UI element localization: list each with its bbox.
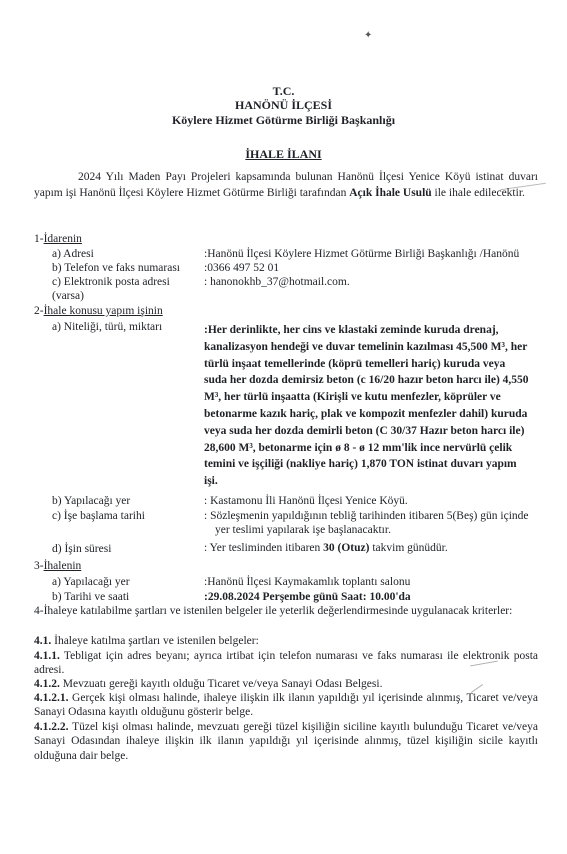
s2-place-label: b) Yapılacağı yer <box>52 495 131 507</box>
s1-email-label: c) Elektronik posta adresi <box>52 276 170 288</box>
s3-date-value: :29.08.2024 Perşembe günü Saat: 10.00'da <box>204 591 411 603</box>
intro-text: 2024 Yılı Maden Payı Projeleri kapsamında bulunan Hanönü İlçesi Yenice Köyü istinat duvarı yapım işi Hanönü İlçesi Köylere Hizmet Götürme Birliği tarafından <box>34 171 538 199</box>
s2-start-label: c) İşe başlama tarihi <box>52 510 145 522</box>
scan-mark: ✦ <box>364 30 373 41</box>
intro-text-end: ile ihale edilecektir. <box>431 186 525 199</box>
s4-p4122: 4.1.2.2. Tüzel kişi olması halinde, mevzuatı gereği tüzel kişiliğin siciline kayıtlı bulunduğu Ticaret ve/veya Sanayi Odasından ihaleye ilişkin ilk ilanın yapıldığı yıl içerisinde alınmış, tüzel kişiliğin sicile kayıtlı olduğuna dair belge. <box>34 721 538 762</box>
s2-nature-value: :Her derinlikte, her cins ve klastaki zeminde kuruda drenaj, kanalizasyon hendeği ve duvar temelinin kazılması 45,500 M³, her türlü inşaat temellerinde (köprü temelleri hariç) kuruda veya suda her dozda demirsiz beton (c 16/20 hazır beton harcı ile) 4,550 M³, her türlü inşaatta (Kirişli ve kutu menfezler, köprüler ve betonarme kazık hariç, plak ve kompozit menfezler dahil) kuruda veya suda her dozda demirli beton (C 30/37 Hazır beton harcı ile) 28,600 M³, betonarme için ø 8 - ø 12 mm'lik ince nervürlü çelik temini ve işçiliği (nakliye hariç) 1,870 TON istinat duvarı yapım işi. <box>204 324 529 488</box>
s2-start-value-cont: yer teslimi yapılarak işe başlanacaktır. <box>215 524 391 536</box>
s2-nature-label: a) Niteliği, türü, miktarı <box>52 321 163 333</box>
s1-email-value: : hanonokhb_37@hotmail.com. <box>204 276 350 288</box>
s1-phone-value: :0366 497 52 01 <box>204 262 280 274</box>
header-district: HANÖNÜ İLÇESİ <box>234 98 333 112</box>
header-tc: T.C. <box>272 84 295 98</box>
s1-address-label: a) Adresi <box>52 248 94 260</box>
s4-intro: 4-İhaleye katılabilme şartları ve istenilen belgeler ile yeterlik değerlendirmesinde uygulanacak kriterler: <box>34 605 513 617</box>
header-union: Köylere Hizmet Götürme Birliği Başkanlığı <box>171 113 396 127</box>
intro-paragraph <box>34 170 538 201</box>
section-3-heading: 3-İhalenin <box>34 560 82 572</box>
page-title: İHALE İLANI <box>245 147 322 161</box>
s3-place-label: a) Yapılacağı yer <box>52 576 130 588</box>
intro-method: Açık İhale Usulü <box>349 186 432 199</box>
s2-duration-value: : Yer tesliminden itibaren 30 (Otuz) takvim günüdür. <box>204 542 448 554</box>
s4-p4121: 4.1.2.1. Gerçek kişi olması halinde, ihaleye ilişkin ilk ilanın yapıldığı yıl içerisinde alınmış, Ticaret ve/veya Sanayi Odasına kayıtlı olduğunu gösterir belge. <box>34 692 538 719</box>
s4-p412: 4.1.2. Mevzuatı gereği kayıtlı olduğu Ticaret ve/veya Sanayi Odası Belgesi. <box>34 678 383 690</box>
s4-p41: 4.1. İhaleye katılma şartları ve istenilen belgeler: <box>34 635 259 647</box>
s1-phone-label: b) Telefon ve faks numarası <box>52 262 180 274</box>
s2-duration-label: d) İşin süresi <box>52 543 112 555</box>
s1-address-value: :Hanönü İlçesi Köylere Hizmet Götürme Birliği Başkanlığı /Hanönü <box>204 248 520 260</box>
section-2-heading: 2-İhale konusu yapım işinin <box>34 305 163 317</box>
s3-place-value: :Hanönü İlçesi Kaymakamlık toplantı salonu <box>204 576 411 588</box>
s3-date-label: b) Tarihi ve saati <box>52 591 130 603</box>
s1-email-note: (varsa) <box>52 290 84 302</box>
s2-place-value: : Kastamonu İli Hanönü İlçesi Yenice Köyü. <box>204 495 408 507</box>
section-1-heading: 1-İdarenin <box>34 233 82 245</box>
s2-start-value: : Sözleşmenin yapıldığının tebliğ tarihinden itibaren 5(Beş) gün içinde <box>204 510 529 522</box>
s4-p411: 4.1.1. Tebligat için adres beyanı; ayrıca irtibat için telefon numarası ve faks numarası ile elektronik posta adresi. <box>34 650 538 677</box>
